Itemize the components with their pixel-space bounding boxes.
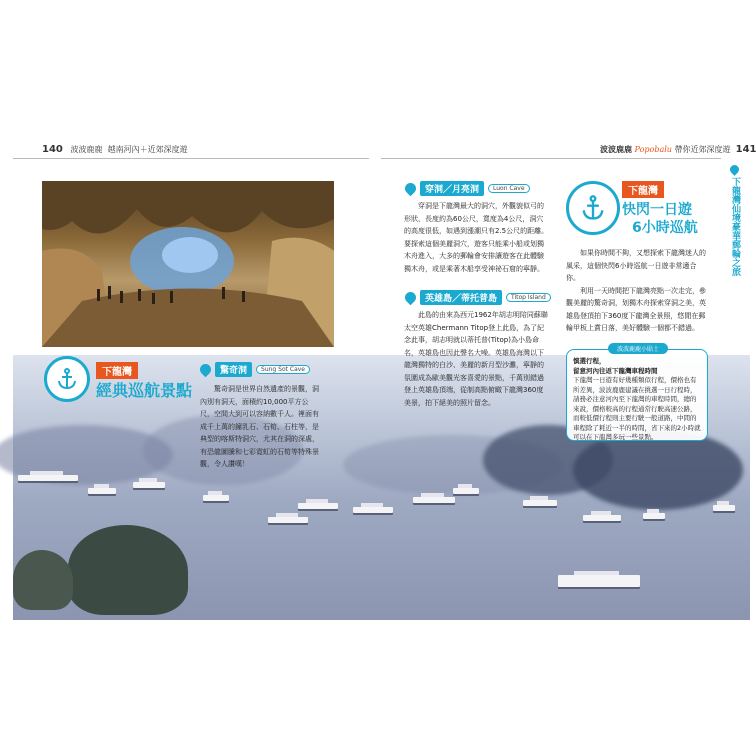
right-section-name: 帶你近郊深度遊 bbox=[674, 145, 731, 154]
left-header-rule bbox=[13, 158, 369, 159]
luon-cave-description bbox=[404, 200, 550, 275]
titop-island-english-name: Titop Island bbox=[506, 293, 551, 302]
surprise-cave-english-name: Sung Sot Cave bbox=[256, 365, 310, 374]
luon-cave-label bbox=[405, 181, 530, 195]
anchor-icon bbox=[579, 194, 607, 222]
left-running-header bbox=[42, 144, 188, 155]
anchor-icon bbox=[55, 367, 79, 391]
day-tour-paragraph-2: 利用一天時間把下龍灣亮點一次走完，參觀美麗的驚奇洞，划獨木舟探索穿洞之美，英雄島登頂拍下360度下龍灣全景照，悠閒在郵輪甲板上賞日落，美好體驗一個都不錯過。 bbox=[566, 286, 706, 332]
cave-illustration bbox=[42, 181, 334, 347]
left-page-number: 140 bbox=[42, 144, 63, 155]
day-tour-paragraph-1: 如果你時間不夠，又想探索下龍灣迷人的風采，這個快閃6小時巡航一日遊非常適合你。 bbox=[566, 249, 706, 282]
location-pin-icon bbox=[403, 180, 419, 196]
day-tour-title-line1: 快閃一日遊 bbox=[622, 202, 692, 218]
anchor-badge bbox=[566, 181, 620, 235]
cave-interior-photo bbox=[42, 181, 334, 347]
titop-island-text: 此島的由來為西元1962年胡志明陪同蘇聯太空英雄Chermann Titop登上此島，為了紀念此事，胡志明就以蒂托普(Titop)為小島命名，英雄島也因此聲名大噪。英雄島海灣以下龍灣獨特的白沙、美麗的新月型沙灘，寧靜的氛圍成為歐美觀光客喜愛的景點，千萬別錯過登上英雄島頂端，從制高點俯瞰下龍灣360度美景，拍下絕美的照片留念。 bbox=[404, 311, 548, 407]
classic-category-tag: 下龍灣 bbox=[96, 362, 138, 379]
location-pin-icon bbox=[403, 289, 419, 305]
day-tour-category-tag: 下龍灣 bbox=[622, 181, 664, 198]
luon-cave-name: 穿洞／月亮洞 bbox=[420, 181, 484, 196]
right-running-header bbox=[600, 144, 756, 155]
luon-cave-text: 穿洞是下龍灣最大的洞穴，外觀貌似弓的形狀，長度約為60公尺，寬度為4公尺，洞穴的高度很低，如遇到漲潮只有2.5公尺的距離。要探索這個美麗洞穴，遊客只能乘小船或划獨木舟進入，大多的郵輪會安排讓遊客在此體驗獨木舟，或是乘著木船享受神祕石窟的寧靜。 bbox=[404, 202, 549, 273]
surprise-cave-name: 驚奇洞 bbox=[215, 362, 252, 377]
titop-island-description bbox=[404, 309, 550, 409]
chapter-side-tab bbox=[727, 165, 743, 277]
tip-box bbox=[566, 349, 708, 441]
luon-cave-english-name: Luon Cave bbox=[488, 184, 530, 193]
chapter-side-tab-text: 下龍灣仙境豪華郵輪之旅 bbox=[730, 177, 740, 276]
tip-text: 下龍灣一日遊有好幾種類似行程，價格也有所差異，波波鹿鹿建議在挑選一日行程時，請務必注意河內至下龍灣的車程時間，總的來說，價格較高的行程通常行駛高速公路，而較低價行程則主要行駛一般道路，中間的車程除了耗近一半的時間，省下來的2小時就可以在下龍灣多玩一些景點。 bbox=[573, 376, 701, 441]
location-pin-icon bbox=[728, 163, 741, 176]
left-series-name: 波波鹿鹿 bbox=[70, 145, 103, 154]
right-page-number: 141 bbox=[735, 144, 756, 155]
surprise-cave-description bbox=[200, 383, 322, 471]
left-section-name: 越南河內＋近郊深度遊 bbox=[107, 145, 188, 154]
right-header-rule bbox=[381, 158, 721, 159]
location-pin-icon bbox=[198, 361, 214, 377]
titop-island-label bbox=[405, 290, 551, 304]
right-brand-name: Popobalu bbox=[634, 145, 672, 154]
right-series-name: 波波鹿鹿 bbox=[600, 145, 632, 154]
surprise-cave-text: 驚奇洞是世界自然遺產的景觀，洞內別有洞天，面積約10,000平方公尺，空間大到可以容納數千人。裡面有成千上萬的鐘乳石、石筍、石柱等，是典型的喀斯特洞穴，尤其在洞的深處，有恐龍圖騰和七彩霓虹的石筍等特殊景觀，令人讚嘆！ bbox=[200, 385, 319, 468]
surprise-cave-label bbox=[200, 362, 310, 376]
tip-title-line1: 慎選行程， bbox=[573, 357, 606, 365]
tip-label: 波波鹿鹿小貼士 bbox=[608, 343, 668, 354]
day-tour-description bbox=[566, 247, 706, 335]
anchor-badge bbox=[44, 356, 90, 402]
classic-title: 經典巡航景點 bbox=[96, 381, 193, 400]
titop-island-name: 英雄島／蒂托普島 bbox=[420, 290, 502, 305]
day-tour-title-line2: 6小時巡航 bbox=[632, 220, 698, 236]
tip-title-line2: 留意河內往返下龍灣車程時間 bbox=[573, 366, 658, 375]
